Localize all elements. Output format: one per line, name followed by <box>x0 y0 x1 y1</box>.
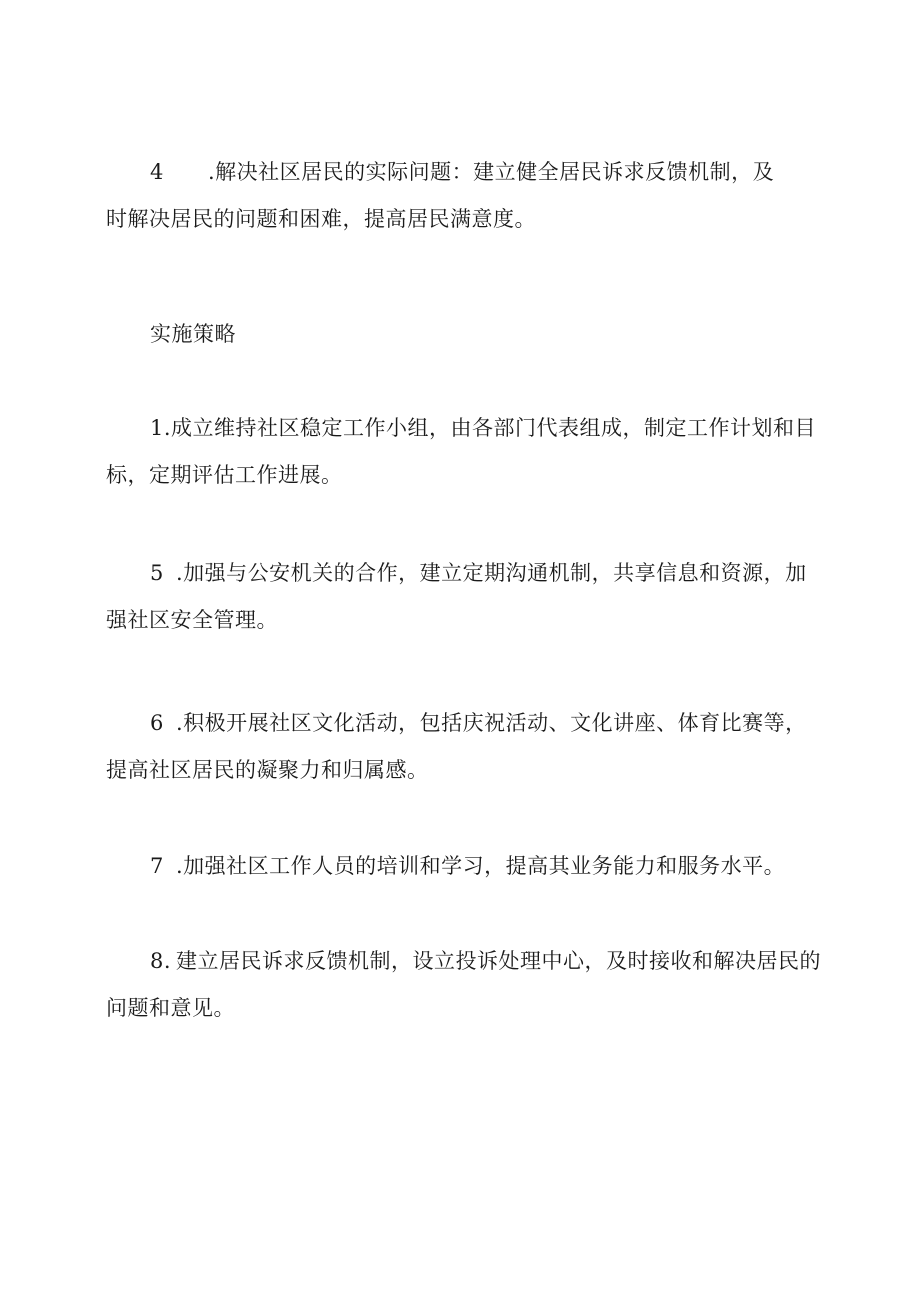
paragraph-line: 时解决居民的问题和困难，提高居民满意度。 <box>106 207 536 231</box>
item-number: 8. <box>150 949 172 973</box>
item-number: 4 <box>150 160 164 184</box>
item-number: 6 <box>150 711 164 735</box>
paragraph-line <box>106 405 830 452</box>
paragraph-text: .加强与公安机关的合作，建立定期沟通机制，共享信息和资源，加 <box>176 561 807 585</box>
paragraph-line: 强社区安全管理。 <box>106 608 278 632</box>
section-heading: 实施策略 <box>150 322 236 346</box>
paragraph-line <box>106 700 830 747</box>
paragraph-line: 标，定期评估工作进展。 <box>106 463 343 487</box>
item-number: 1. <box>150 416 172 440</box>
paragraph-text: 建立居民诉求反馈机制，设立投诉处理中心，及时接收和解决居民的 <box>176 949 821 973</box>
paragraph-item-5 <box>106 550 830 644</box>
paragraph-item-7 <box>106 843 830 890</box>
paragraph-item-8 <box>106 938 830 1032</box>
paragraph-line <box>106 550 830 597</box>
paragraph-line <box>106 149 830 196</box>
paragraph-line <box>106 938 830 985</box>
paragraph-text: .积极开展社区文化活动，包括庆祝活动、文化讲座、体育比赛等， <box>176 711 807 735</box>
paragraph-item-6 <box>106 700 830 794</box>
paragraph-line <box>106 843 830 890</box>
paragraph-text: .加强社区工作人员的培训和学习，提高其业务能力和服务水平。 <box>176 854 786 878</box>
paragraph-line: 提高社区居民的凝聚力和归属感。 <box>106 758 429 782</box>
item-number: 5 <box>150 561 164 585</box>
item-number: 7 <box>150 854 164 878</box>
paragraph-item-1 <box>106 405 830 499</box>
paragraph-line: 问题和意见。 <box>106 996 235 1020</box>
paragraph-item-4 <box>106 149 830 243</box>
paragraph-text: .解决社区居民的实际问题：建立健全居民诉求反馈机制，及 <box>208 160 775 184</box>
paragraph-text: 成立维持社区稳定工作小组，由各部门代表组成，制定工作计划和目 <box>171 416 817 440</box>
